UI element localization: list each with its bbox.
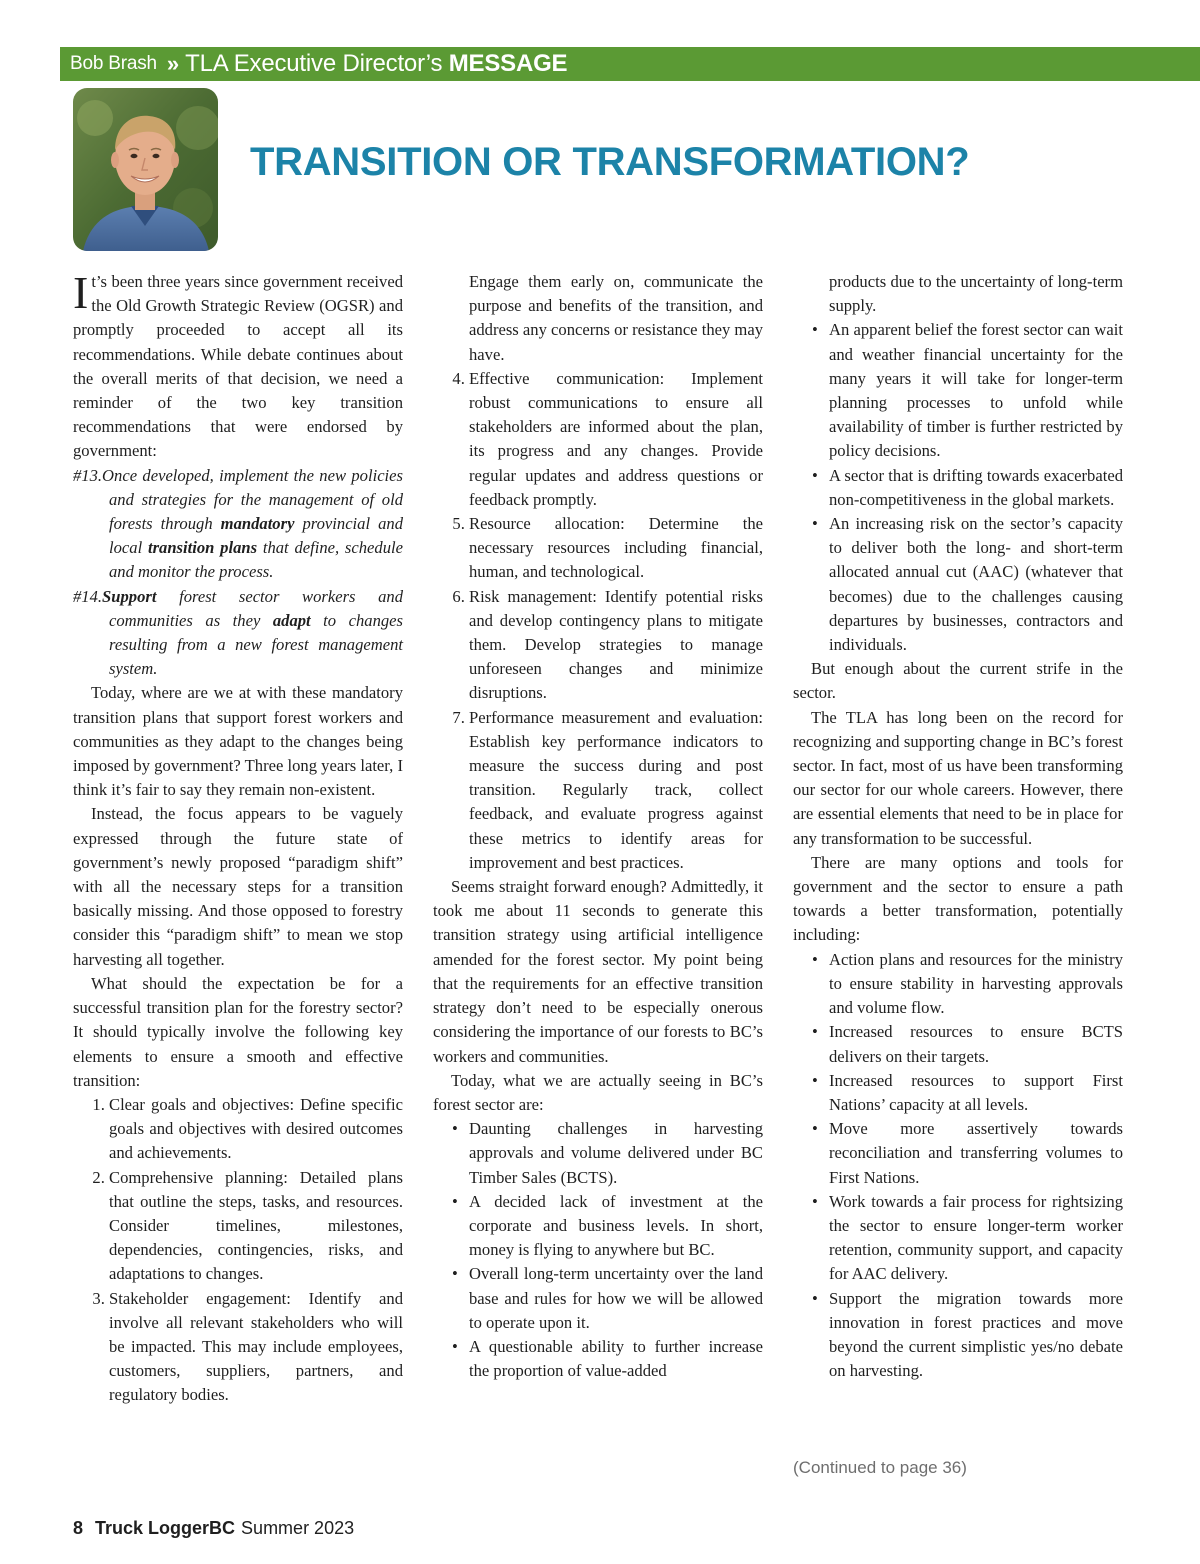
list-item: • Support the migration towards more innovation in forest practices and move beyond the current simplistic yes/no debate on harvesting.	[829, 1287, 1123, 1384]
list-item: • An apparent belief the forest sector can wait and weather financial uncertainty for the many years it will take for longer-term planning processes to unfold while availability of timber is further restricted by policy decisions.	[829, 318, 1123, 463]
list-item-continuation: products due to the uncertainty of long-term supply.	[829, 272, 1123, 316]
list-item: • An increasing risk on the sector’s capacity to deliver both the long- and short-term allocated annual cut (AAC) (whatever that becomes) due to the challenges causing departures by businesses, contractors and individuals.	[829, 512, 1123, 657]
body-paragraph: Seems straight forward enough? Admittedly, it took me about 11 seconds to generate this transition strategy using artificial intelligence amended for the forest sector. My point being that the requirements for an effective transition strategy don’t need to be especially onerous considering the importance of our forests to BC’s workers and communities.	[433, 877, 763, 1066]
issue-date: Summer 2023	[241, 1518, 355, 1538]
intro-paragraph-text: t’s been three years since government received the Old Growth Strategic Review (OGSR) and promptly proceeded to accept all its recommendations. While debate continues about the overall merits of that decision, we need a reminder of the two key transition recommendations that were endorsed by government:	[73, 272, 403, 461]
recommendation-13	[73, 464, 403, 585]
list-item: • A sector that is drifting towards exacerbated non-competitiveness in the global markets.	[829, 464, 1123, 512]
list-item: • A questionable ability to further increase the proportion of value-added	[469, 1335, 763, 1383]
body-paragraph: The TLA has long been on the record for recognizing and supporting change in BC’s forest sector. In fact, most of us have been transforming our sector for our whole careers. However, there are essential elements that need to be in place for any transformation to be successful.	[793, 707, 1123, 848]
article-column-3	[793, 270, 1123, 1383]
recommendation-14	[73, 585, 403, 682]
double-chevron-right-icon: »	[166, 51, 180, 76]
author-photo	[73, 88, 218, 251]
body-paragraph: There are many options and tools for government and the sector to ensure a path towards a better transformation, potentially including:	[793, 852, 1123, 945]
key-elements-list	[73, 1093, 403, 1408]
list-item: 1. Clear goals and objectives: Define specific goals and objectives with desired outcomes and achievements.	[109, 1093, 403, 1166]
key-elements-list-continued	[433, 367, 763, 875]
list-item: 6. Risk management: Identify potential risks and develop contingency plans to mitigate them. Develop strategies to manage unforeseen changes and minimize disruptions.	[469, 585, 763, 706]
current-challenges-list-continued	[793, 318, 1123, 657]
recommendation-text: Once developed, implement the new policies and strategies for the management of old forests through	[102, 465, 403, 534]
list-item: 2. Comprehensive planning: Detailed plans that outline the steps, tasks, and resources. Consider timelines, milestones, dependencies, contingencies, risks, and adaptations to changes.	[109, 1166, 403, 1287]
section-header-bar	[60, 47, 1200, 81]
list-item: 5. Resource allocation: Determine the necessary resources including financial, human, and technological.	[469, 512, 763, 585]
recommendation-number: #14.	[73, 586, 103, 606]
list-item: • Increased resources to support First Nations’ capacity at all levels.	[829, 1069, 1123, 1117]
recommendation-text: that define, schedule and monitor the process.	[109, 538, 403, 582]
body-paragraph: Today, where are we at with these mandatory transition plans that support forest workers and communities as they adapt to the changes being imposed by government? Three long years later, I think it’s fair to say they remain non-existent.	[73, 683, 403, 800]
list-item-continuation: Engage them early on, communicate the purpose and benefits of the transition, and address any concerns or resistance they may have.	[469, 272, 763, 364]
current-challenges-list	[433, 1117, 763, 1383]
page-number: 8	[73, 1518, 84, 1538]
list-item: • Increased resources to ensure BCTS delivers on their targets.	[829, 1020, 1123, 1068]
intro-paragraph	[73, 267, 403, 464]
body-paragraph: Today, what we are actually seeing in BC’s forest sector are:	[433, 1070, 763, 1114]
list-item: • Daunting challenges in harvesting approvals and volume delivered under BC Timber Sales (BCTS).	[469, 1117, 763, 1190]
page-footer	[73, 1518, 354, 1539]
section-title-prefix: TLA Executive Director’s	[185, 50, 443, 77]
continued-link[interactable]: (Continued to page 36)	[793, 1458, 967, 1477]
list-item: • Action plans and resources for the ministry to ensure stability in harvesting approvals and volume flow.	[829, 948, 1123, 1021]
recommendation-emphasis: Support	[102, 586, 157, 606]
body-paragraph: But enough about the current strife in the sector.	[793, 659, 1123, 703]
author-name: Bob Brash	[70, 53, 157, 74]
recommendation-text: forest sector workers and communities as they	[109, 586, 403, 630]
body-paragraph: What should the expectation be for a successful transition plan for the forestry sector? It should typically involve the following key elements to ensure a smooth and effective transition:	[73, 973, 403, 1090]
article-column-2	[433, 270, 763, 1383]
list-item: • A decided lack of investment at the corporate and business levels. In short, money is flying to anywhere but BC.	[469, 1190, 763, 1263]
list-item: • Move more assertively towards reconciliation and transferring volumes to First Nations.	[829, 1117, 1123, 1190]
body-paragraph: Instead, the focus appears to be vaguely expressed through the future state of government’s newly proposed “paradigm shift” with all the necessary steps for a transition basically missing. And those opposed to forestry consider this “paradigm shift” to mean we stop harvesting all together.	[73, 804, 403, 969]
section-title	[185, 50, 567, 78]
drop-cap: I	[73, 267, 89, 318]
recommendation-text: to changes resulting from a new forest management system.	[109, 610, 403, 679]
list-item: • Overall long-term uncertainty over the land base and rules for how we will be allowed to operate upon it.	[469, 1262, 763, 1335]
recommendation-emphasis: transition plans	[147, 538, 258, 558]
section-title-emphasis: MESSAGE	[448, 50, 568, 77]
recommendation-emphasis: mandatory	[220, 514, 295, 534]
author-portrait-illustration	[73, 88, 218, 251]
recommendation-text: provincial and local	[109, 514, 404, 558]
list-item: 3. Stakeholder engagement: Identify and involve all relevant stakeholders who will be impacted. This may include employees, customers, suppliers, partners, and regulatory bodies.	[109, 1287, 403, 1408]
recommendation-emphasis: adapt	[272, 610, 311, 630]
transformation-options-list	[793, 948, 1123, 1384]
article-title: TRANSITION OR TRANSFORMATION?	[250, 140, 970, 184]
list-item: • Work towards a fair process for rightsizing the sector to ensure longer-term worker retention, community support, and capacity for AAC delivery.	[829, 1190, 1123, 1287]
recommendation-number: #13.	[73, 465, 103, 485]
article-column-1	[73, 267, 404, 1408]
list-item: 7. Performance measurement and evaluation: Establish key performance indicators to measure the success during and post transition. Regularly track, collect feedback, and evaluate progress against these metrics to identify areas for improvement and best practices.	[469, 706, 763, 875]
list-item: 4. Effective communication: Implement robust communications to ensure all stakeholders are informed about the plan, its progress and any changes. Provide regular updates and address questions or feedback promptly.	[469, 367, 763, 512]
magazine-name: Truck LoggerBC	[95, 1518, 236, 1538]
